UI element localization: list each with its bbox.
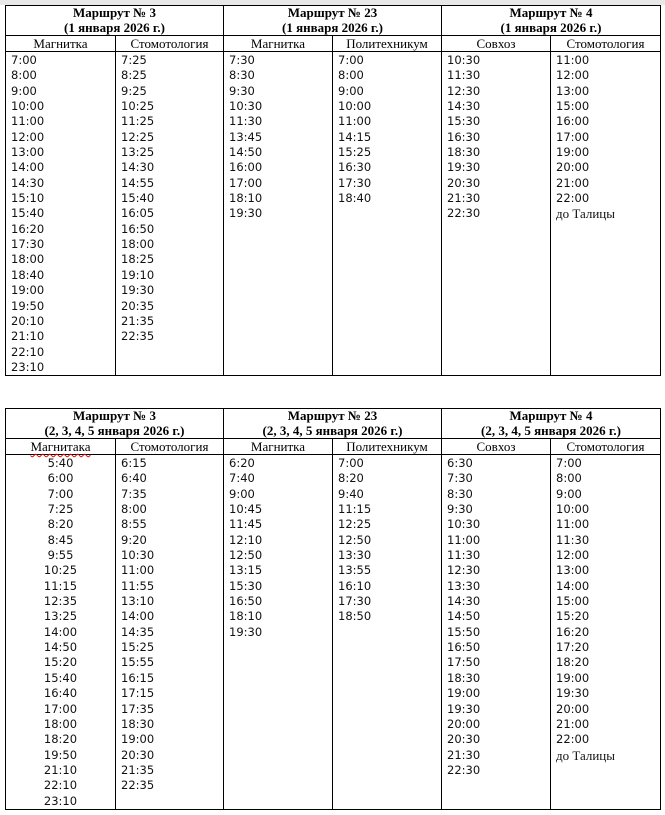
departure-time: 11:25: [121, 114, 155, 129]
departure-time: 20:00: [556, 160, 590, 175]
departure-times-column: [442, 52, 551, 376]
departure-time: 7:00: [338, 53, 364, 67]
departure-time: 20:10: [11, 313, 45, 328]
departure-time: 22:10: [43, 778, 78, 793]
route-title: Маршрут № 4: [509, 408, 593, 423]
departure-time: 22:35: [121, 329, 155, 344]
departure-time: 17:30: [338, 175, 372, 190]
departure-time: 15:30: [447, 114, 481, 129]
departure-time: 16:40: [43, 686, 78, 701]
departure-time: 14:30: [11, 175, 45, 190]
departure-time: 16:50: [121, 221, 155, 236]
departure-time: 16:50: [229, 594, 263, 609]
departure-time: 13:10: [121, 594, 155, 609]
stop-name: [116, 36, 224, 52]
departure-time: 16:20: [556, 624, 590, 639]
departure-times-column: [116, 455, 224, 810]
stop-label: Стомотология: [130, 36, 209, 51]
route-date: (2, 3, 4, 5 января 2026 г.): [481, 422, 621, 438]
departure-time: 21:10: [11, 329, 45, 344]
departure-time: 16:50: [447, 640, 481, 655]
departure-time: 14:00: [43, 624, 78, 639]
departure-time: 17:30: [338, 594, 372, 609]
departure-time: 18:10: [229, 609, 263, 624]
departure-time: 18:50: [338, 609, 372, 624]
departure-times-column: [6, 455, 116, 810]
departure-time: 7:00: [338, 456, 364, 470]
stop-label: Стомотология: [566, 439, 645, 454]
departure-time: 17:30: [11, 237, 45, 252]
departure-time: 22:00: [556, 732, 590, 747]
departure-time: 9:00: [338, 83, 364, 98]
departure-time: 10:45: [229, 502, 263, 517]
departure-times-column: [224, 455, 333, 810]
departure-time: 10:30: [229, 99, 263, 114]
departure-time: 14:50: [43, 640, 78, 655]
stop-name: [6, 36, 116, 52]
route-header-row: [6, 409, 661, 439]
stop-label: Совхоз: [476, 36, 516, 51]
times-row: [6, 455, 661, 810]
stop-label: Магнитка: [250, 439, 306, 454]
departure-time: 19:50: [11, 298, 45, 313]
departure-time: до Талицы: [556, 747, 616, 763]
departure-time: 18:25: [121, 252, 155, 267]
departure-time: 11:30: [229, 114, 263, 129]
departure-time: 11:00: [556, 53, 590, 67]
departure-time: 11:30: [556, 532, 590, 547]
route-date: (1 января 2026 г.): [64, 19, 165, 35]
departure-time: 8:20: [47, 517, 74, 532]
departure-time: 22:00: [556, 191, 590, 206]
stop-label: Магнитка: [33, 36, 88, 51]
departure-time: 8:25: [121, 68, 147, 83]
departure-time: 17:20: [556, 640, 590, 655]
times-row: [6, 52, 661, 376]
departure-time: 16:20: [11, 221, 45, 236]
departure-time: 10:25: [43, 563, 78, 578]
departure-time: 13:00: [556, 83, 590, 98]
departure-time: 14:00: [11, 160, 45, 175]
departure-time: 19:50: [43, 747, 78, 762]
departure-time: 20:35: [121, 298, 155, 313]
departure-times-column: [6, 52, 116, 376]
departure-time: 17:00: [43, 701, 78, 716]
departure-time: 10:30: [447, 517, 481, 532]
departure-time: 20:30: [447, 175, 481, 190]
departure-time: 14:50: [447, 609, 481, 624]
route-date: (1 января 2026 г.): [500, 19, 602, 35]
stop-label: Политехникум: [346, 439, 428, 454]
departure-time: 11:00: [121, 563, 155, 578]
departure-time: 10:30: [447, 53, 481, 67]
route-date: (2, 3, 4, 5 января 2026 г.): [44, 422, 185, 438]
route-title: Маршрут № 4: [509, 5, 593, 20]
departure-time: 15:50: [447, 624, 481, 639]
departure-time: 22:10: [11, 344, 45, 359]
departure-time: 14:30: [447, 594, 481, 609]
departure-time: 7:25: [121, 53, 147, 67]
departure-time: 18:30: [447, 145, 481, 160]
departure-time: 17:50: [447, 655, 481, 670]
departure-time: 12:25: [121, 129, 155, 144]
departure-time: 8:45: [47, 532, 74, 547]
departure-time: 6:30: [447, 456, 473, 470]
departure-times-column: [442, 455, 551, 810]
departure-time: 12:50: [338, 532, 372, 547]
stop-name: [442, 439, 551, 455]
departure-time: 13:30: [338, 548, 372, 563]
departure-time: 12:00: [556, 68, 590, 83]
departure-time: 8:00: [338, 68, 364, 83]
departure-time: 14:50: [229, 145, 263, 160]
departure-time: 12:50: [229, 548, 263, 563]
departure-time: 20:30: [447, 732, 481, 747]
departure-time: 14:55: [121, 175, 155, 190]
stop-name: [224, 439, 333, 455]
departure-time: 13:00: [556, 563, 590, 578]
route-title: Маршрут № 23: [287, 408, 378, 423]
departure-time: 18:40: [338, 191, 372, 206]
departure-time: 7:35: [121, 486, 147, 501]
departure-time: 15:40: [43, 670, 78, 685]
departure-time: 7:00: [556, 456, 582, 470]
departure-time: 11:15: [43, 578, 78, 593]
departure-time: 8:00: [121, 502, 147, 517]
departure-time: 14:30: [121, 160, 155, 175]
departure-time: 21:30: [447, 747, 481, 762]
departure-time: 21:10: [43, 762, 78, 777]
departure-time: 13:25: [121, 145, 155, 160]
departure-time: 8:55: [121, 517, 147, 532]
departure-time: 15:40: [121, 191, 155, 206]
departure-time: 16:00: [229, 160, 263, 175]
departure-times-column: [551, 52, 661, 376]
departure-time: 19:30: [121, 283, 155, 298]
departure-time: 13:45: [229, 129, 263, 144]
departure-time: 13:55: [338, 563, 372, 578]
departure-time: 11:30: [447, 548, 481, 563]
departure-time: 9:00: [229, 486, 255, 501]
route-header: [6, 6, 224, 36]
departure-time: 16:30: [338, 160, 372, 175]
departure-time: 11:00: [338, 114, 372, 129]
departure-time: 8:20: [338, 471, 364, 486]
route-header: [442, 409, 661, 439]
departure-time: 11:00: [447, 532, 481, 547]
departure-time: 15:25: [338, 145, 372, 160]
route-header: [224, 409, 442, 439]
departure-time: 14:00: [556, 578, 590, 593]
route-title: Маршрут № 3: [73, 5, 156, 20]
departure-time: 19:30: [556, 686, 590, 701]
route-title: Маршрут № 3: [73, 408, 156, 423]
departure-time: 15:00: [556, 594, 590, 609]
departure-time: 23:10: [11, 359, 45, 374]
stop-name: [551, 36, 661, 52]
departure-time: 9:40: [338, 486, 364, 501]
departure-time: 18:20: [556, 655, 590, 670]
route-date: (2, 3, 4, 5 января 2026 г.): [262, 422, 403, 438]
departure-time: 19:00: [556, 145, 590, 160]
departure-time: 19:10: [121, 267, 155, 282]
departure-time: 9:00: [556, 486, 582, 501]
departure-time: 18:00: [121, 237, 155, 252]
departure-time: 9:55: [47, 548, 74, 563]
departure-time: 10:25: [121, 99, 155, 114]
departure-time: 10:00: [11, 99, 45, 114]
departure-time: 14:30: [447, 99, 481, 114]
departure-time: 15:20: [556, 609, 590, 624]
departure-time: 22:30: [447, 762, 481, 777]
stop-label: Совхоз: [476, 439, 516, 454]
departure-time: 13:30: [447, 578, 481, 593]
departure-time: 9:25: [121, 83, 147, 98]
departure-time: 18:00: [11, 252, 45, 267]
departure-time: 12:25: [338, 517, 372, 532]
route-header: [6, 409, 224, 439]
departure-time: 18:40: [11, 267, 45, 282]
schedule-table-jan-1: [5, 5, 661, 376]
stop-label: Магнитка: [250, 36, 306, 51]
route-header: [442, 6, 661, 36]
departure-time: 20:00: [556, 701, 590, 716]
departure-time: 21:35: [121, 313, 155, 328]
departure-time: 21:00: [556, 175, 590, 190]
departure-time: 21:30: [447, 191, 481, 206]
departure-time: 11:00: [556, 517, 590, 532]
stop-label: Стомотология: [130, 439, 209, 454]
departure-time: 16:10: [338, 578, 372, 593]
stop-name: [6, 439, 116, 455]
departure-time: 9:00: [11, 83, 37, 98]
departure-times-column: [333, 52, 442, 376]
departure-time: 12:00: [11, 129, 45, 144]
departure-time: 13:00: [11, 145, 45, 160]
stop-name: [333, 439, 442, 455]
departure-time: 19:30: [447, 160, 481, 175]
route-title: Маршрут № 23: [287, 5, 378, 20]
departure-time: 8:00: [11, 68, 37, 83]
departure-time: 22:30: [447, 206, 481, 221]
departure-time: 19:30: [447, 701, 481, 716]
departure-time: 19:00: [121, 732, 155, 747]
departure-time: 7:00: [47, 486, 74, 501]
departure-time: 16:00: [556, 114, 590, 129]
departure-time: 12:10: [229, 532, 263, 547]
departure-time: 19:00: [556, 670, 590, 685]
stop-header-row: [6, 439, 661, 455]
departure-time: 11:00: [11, 114, 45, 129]
departure-time: 19:30: [229, 624, 263, 639]
departure-times-column: [551, 455, 661, 810]
departure-time: 11:55: [121, 578, 155, 593]
departure-time: 8:30: [447, 486, 473, 501]
departure-time: 12:30: [447, 563, 481, 578]
departure-time: 15:00: [556, 99, 590, 114]
departure-time: 18:10: [229, 191, 263, 206]
departure-time: 18:20: [43, 732, 78, 747]
departure-times-column: [116, 52, 224, 376]
departure-time: 15:55: [121, 655, 155, 670]
departure-time: 16:05: [121, 206, 155, 221]
departure-time: 19:30: [229, 206, 263, 221]
departure-time: 11:30: [447, 68, 481, 83]
stop-name: [224, 36, 333, 52]
departure-time: 17:00: [556, 129, 590, 144]
departure-time: 18:30: [121, 716, 155, 731]
departure-time: 15:20: [43, 655, 78, 670]
departure-time: 18:00: [43, 716, 78, 731]
departure-time: 9:30: [447, 502, 473, 517]
departure-time: 15:10: [11, 191, 45, 206]
schedule-table-jan-2-5: [5, 408, 661, 810]
stop-label: Стомотология: [566, 36, 645, 51]
departure-time: 8:00: [556, 471, 582, 486]
departure-time: 21:00: [556, 716, 590, 731]
departure-time: 9:20: [121, 532, 147, 547]
departure-time: 12:35: [43, 594, 78, 609]
departure-time: 16:15: [121, 670, 155, 685]
departure-time: 23:10: [43, 793, 78, 808]
departure-time: 7:40: [229, 471, 255, 486]
departure-time: 10:00: [556, 502, 590, 517]
departure-time: 20:30: [121, 747, 155, 762]
departure-time: 6:20: [229, 456, 255, 470]
departure-time: 7:30: [229, 53, 255, 67]
departure-time: 5:40: [47, 456, 74, 470]
departure-time: 6:40: [121, 471, 147, 486]
route-header-row: [6, 6, 661, 36]
departure-time: 11:45: [229, 517, 263, 532]
departure-time: 6:15: [121, 456, 147, 470]
stop-name: [551, 439, 661, 455]
departure-time: 9:30: [229, 83, 255, 98]
departure-time: 20:00: [447, 716, 481, 731]
departure-time: 15:40: [11, 206, 45, 221]
departure-time: 14:15: [338, 129, 372, 144]
stop-name: [442, 36, 551, 52]
departure-time: 15:25: [121, 640, 155, 655]
departure-time: 8:30: [229, 68, 255, 83]
departure-time: 7:25: [47, 502, 74, 517]
departure-time: 14:00: [121, 609, 155, 624]
stop-label: Магнитака: [30, 439, 91, 454]
departure-time: 21:35: [121, 762, 155, 777]
departure-time: 10:30: [121, 548, 155, 563]
departure-time: 14:35: [121, 624, 155, 639]
departure-time: 18:30: [447, 670, 481, 685]
route-header: [224, 6, 442, 36]
departure-time: 19:00: [11, 283, 45, 298]
departure-time: 15:30: [229, 578, 263, 593]
departure-time: 6:00: [47, 471, 74, 486]
departure-times-column: [333, 455, 442, 810]
departure-time: до Талицы: [556, 206, 616, 222]
departure-times-column: [224, 52, 333, 376]
departure-time: 19:00: [447, 686, 481, 701]
departure-time: 12:30: [447, 83, 481, 98]
departure-time: 13:15: [229, 563, 263, 578]
stop-name: [116, 439, 224, 455]
stop-header-row: [6, 36, 661, 52]
departure-time: 17:00: [229, 175, 263, 190]
departure-time: 13:25: [43, 609, 78, 624]
departure-time: 17:15: [121, 686, 155, 701]
departure-time: 10:00: [338, 99, 372, 114]
departure-time: 16:30: [447, 129, 481, 144]
departure-time: 17:35: [121, 701, 155, 716]
departure-time: 7:00: [11, 53, 37, 67]
departure-time: 22:35: [121, 778, 155, 793]
departure-time: 12:00: [556, 548, 590, 563]
departure-time: 7:30: [447, 471, 473, 486]
stop-name: [333, 36, 442, 52]
route-date: (1 января 2026 г.): [282, 19, 383, 35]
stop-label: Политехникум: [346, 36, 428, 51]
departure-time: 11:15: [338, 502, 372, 517]
